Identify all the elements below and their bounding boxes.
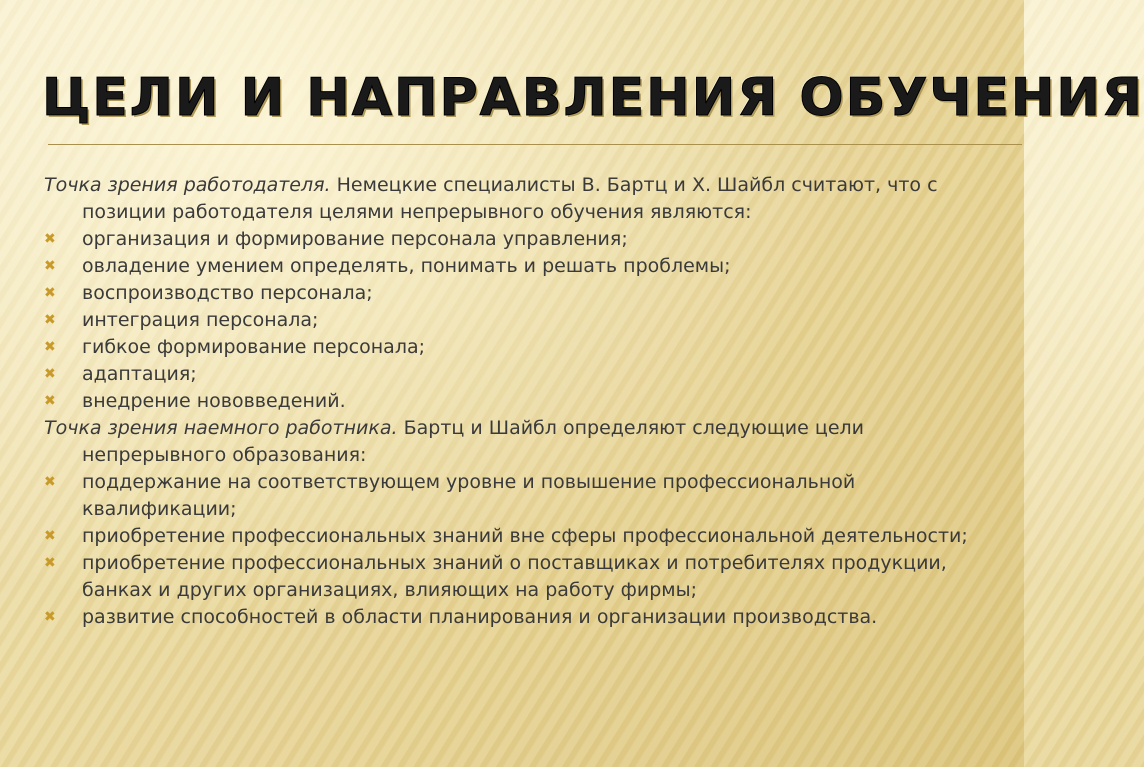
list-item (44, 307, 1004, 334)
employee-paragraph (44, 415, 1004, 469)
employer-text: Немецкие специалисты В. Бартц и Х. Шайбл считают, что с позиции работодателя целями непрерывного обучения являются: (82, 174, 938, 223)
list-item (44, 523, 1004, 550)
x-bullet-icon: ✖ (44, 393, 56, 409)
employee-goals-list (44, 469, 1004, 631)
list-item (44, 550, 1004, 604)
list-item (44, 388, 1004, 415)
list-item-text: овладение умением определять, понимать и решать проблемы; (82, 255, 731, 277)
list-item-text: поддержание на соответствующем уровне и повышение профессиональной квалификации; (82, 471, 856, 520)
list-item (44, 334, 1004, 361)
employee-text: Бартц и Шайбл определяют следующие цели непрерывного образования: (82, 417, 865, 466)
list-item-text: развитие способностей в области планирования и организации производства. (82, 606, 878, 628)
x-bullet-icon: ✖ (44, 231, 56, 247)
x-bullet-icon: ✖ (44, 609, 56, 625)
list-item (44, 361, 1004, 388)
list-item (44, 604, 1004, 631)
x-bullet-icon: ✖ (44, 366, 56, 382)
x-bullet-icon: ✖ (44, 312, 56, 328)
list-item-text: внедрение нововведений. (82, 390, 346, 412)
x-bullet-icon: ✖ (44, 528, 56, 544)
employer-lead: Точка зрения работодателя. (44, 174, 331, 196)
slide-title: ЦЕЛИ И НАПРАВЛЕНИЯ ОБУЧЕНИЯ (42, 68, 1144, 128)
list-item-text: адаптация; (82, 363, 197, 385)
title-divider (48, 144, 1022, 145)
x-bullet-icon: ✖ (44, 555, 56, 571)
list-item-text: гибкое формирование персонала; (82, 336, 426, 358)
slide-body (44, 172, 1004, 631)
employer-goals-list (44, 226, 1004, 415)
x-bullet-icon: ✖ (44, 258, 56, 274)
list-item-text: приобретение профессиональных знаний о поставщиках и потребителях продукции, банках и других организациях, влияющих на работу фирмы; (82, 552, 947, 601)
list-item (44, 469, 1004, 523)
employer-paragraph (44, 172, 1004, 226)
list-item (44, 253, 1004, 280)
list-item (44, 280, 1004, 307)
list-item-text: воспроизводство персонала; (82, 282, 373, 304)
x-bullet-icon: ✖ (44, 339, 56, 355)
employee-lead: Точка зрения наемного работника. (44, 417, 398, 439)
x-bullet-icon: ✖ (44, 285, 56, 301)
x-bullet-icon: ✖ (44, 474, 56, 490)
list-item-text: интеграция персонала; (82, 309, 319, 331)
list-item (44, 226, 1004, 253)
list-item-text: приобретение профессиональных знаний вне сферы профессиональной деятельности; (82, 525, 968, 547)
list-item-text: организация и формирование персонала управления; (82, 228, 628, 250)
